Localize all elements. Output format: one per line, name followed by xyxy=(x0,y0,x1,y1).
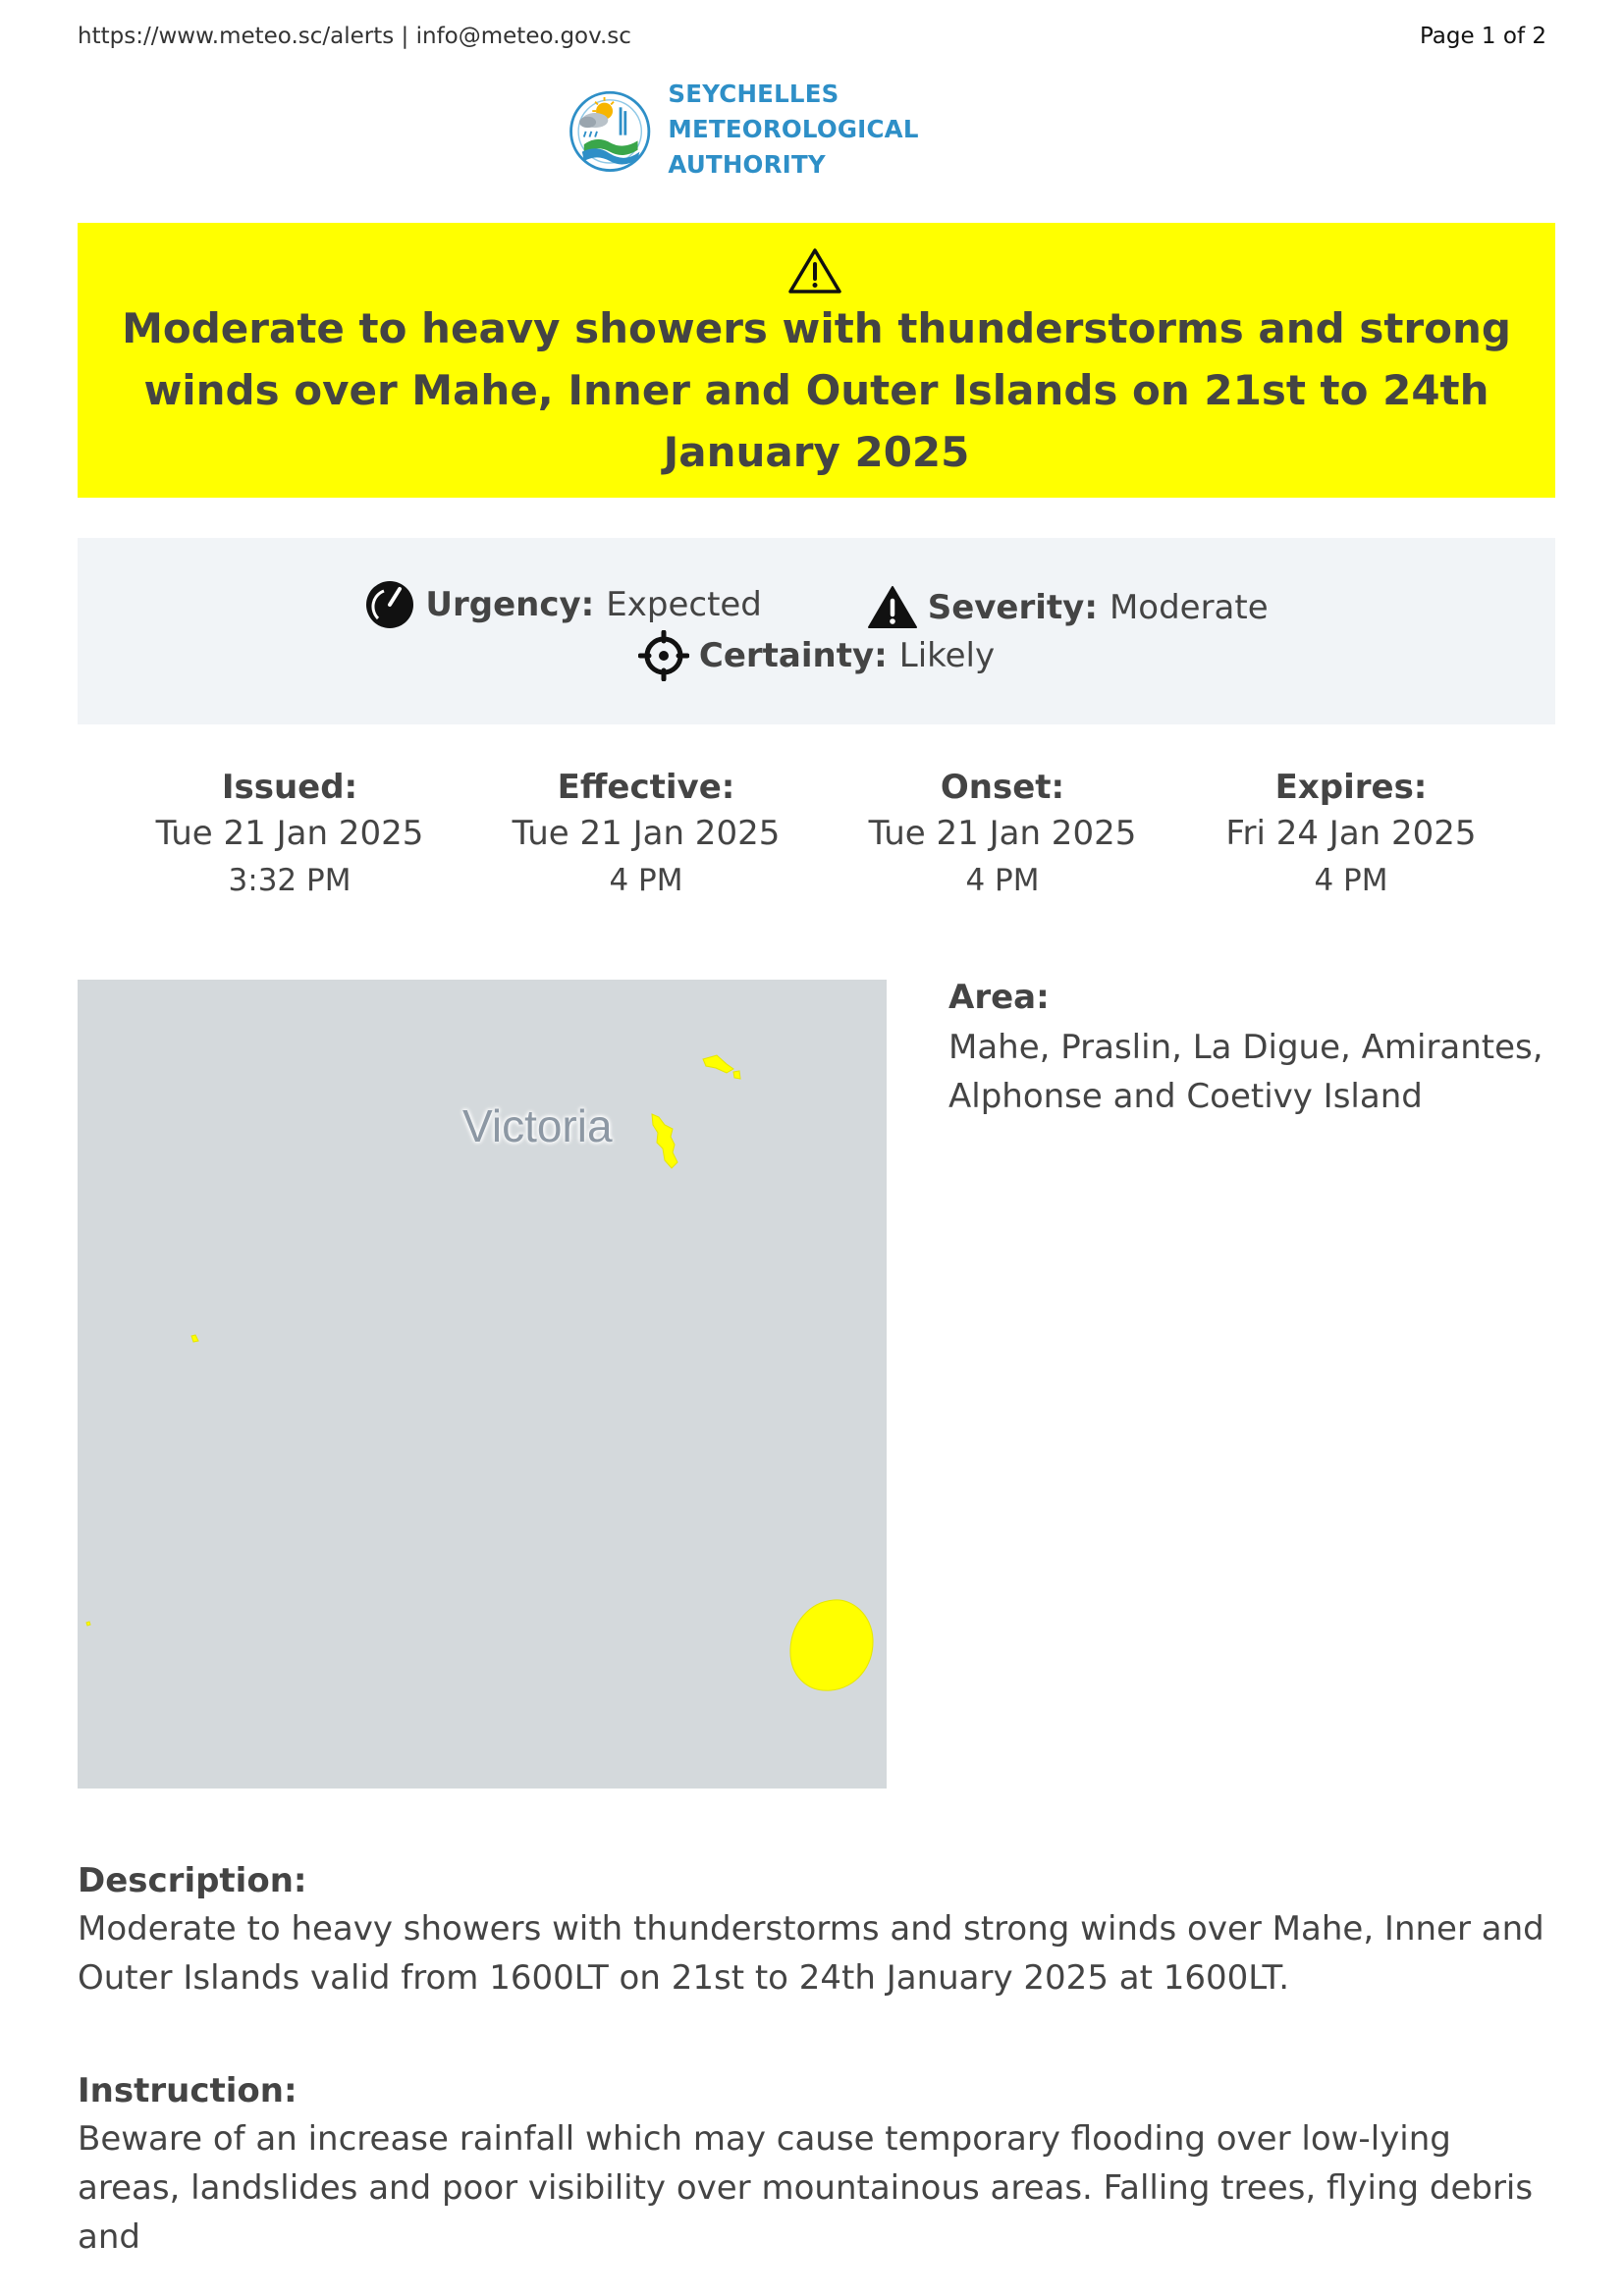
alert-meta-panel xyxy=(78,538,1555,724)
page-indicator: Page 1 of 2 xyxy=(1419,24,1546,49)
certainty-item xyxy=(638,630,995,681)
area-block xyxy=(948,978,1557,1121)
onset-time: 4 PM xyxy=(965,863,1040,898)
urgency-item xyxy=(364,579,762,630)
effective-time: 4 PM xyxy=(609,863,683,898)
warning-icon xyxy=(867,585,918,630)
instruction-label: Instruction: xyxy=(78,2071,298,2110)
area-label: Area: xyxy=(948,978,1050,1017)
expires-label: Expires: xyxy=(1274,768,1428,807)
issued-label: Issued: xyxy=(221,768,358,807)
area-text: Mahe, Praslin, La Digue, Amirantes, Alphonse and Coetivy Island xyxy=(948,1028,1543,1116)
meteorological-emblem-icon xyxy=(564,80,656,179)
meta-row-certainty xyxy=(78,630,1555,690)
instruction-block xyxy=(78,2069,1555,2262)
description-label: Description: xyxy=(78,1861,307,1900)
expires-column xyxy=(1184,766,1518,903)
logo-line-2: AUTHORITY xyxy=(668,150,826,179)
crosshair-icon xyxy=(638,630,689,681)
clock-gauge-icon xyxy=(364,579,415,630)
urgency-value: Expected xyxy=(606,585,762,624)
description-block xyxy=(78,1859,1555,2002)
description-text: Moderate to heavy showers with thunderstorms and strong winds over Mahe, Inner and Outer Islands valid from 1600LT on 21st to 24th January 2025 at 1600LT. xyxy=(78,1909,1544,1998)
severity-item xyxy=(867,585,1269,630)
warning-triangle-icon xyxy=(787,246,842,295)
alert-banner xyxy=(78,223,1555,498)
onset-label: Onset: xyxy=(940,768,1065,807)
map-label-victoria: Victoria xyxy=(462,1100,613,1151)
coetivy-area-shape xyxy=(790,1600,873,1690)
logo-line-1: SEYCHELLES METEOROLOGICAL xyxy=(668,80,919,143)
amirantes-island-shape xyxy=(191,1335,198,1342)
onset-column xyxy=(836,766,1169,903)
alert-dates xyxy=(78,766,1555,913)
onset-date: Tue 21 Jan 2025 xyxy=(868,814,1137,853)
logo-wordmark xyxy=(668,77,1074,183)
certainty-value: Likely xyxy=(898,636,996,675)
praslin-island-shape xyxy=(703,1055,733,1073)
instruction-text: Beware of an increase rainfall which may cause temporary flooding over low-lying areas, landslides and poor visibility over mountainous areas. Falling trees, flying debris and xyxy=(78,2119,1534,2257)
effective-column xyxy=(479,766,813,903)
issued-time: 3:32 PM xyxy=(228,863,352,898)
expires-time: 4 PM xyxy=(1314,863,1388,898)
page-header xyxy=(78,24,1546,53)
issued-column xyxy=(123,766,457,903)
severity-value: Moderate xyxy=(1109,588,1269,627)
effective-date: Tue 21 Jan 2025 xyxy=(512,814,781,853)
header-contact-text[interactable]: https://www.meteo.sc/alerts | info@meteo.gov.sc xyxy=(78,24,631,49)
alert-title: Moderate to heavy showers with thunderstorms and strong winds over Mahe, Inner and Outer Islands on 21st to 24th January 2025 xyxy=(122,304,1511,476)
effective-label: Effective: xyxy=(557,768,735,807)
authority-logo xyxy=(564,75,1074,185)
la-digue-island-shape xyxy=(733,1071,740,1079)
mahe-island-shape xyxy=(652,1114,677,1168)
expires-date: Fri 24 Jan 2025 xyxy=(1225,814,1477,853)
alert-area-map[interactable] xyxy=(78,980,887,1789)
issued-date: Tue 21 Jan 2025 xyxy=(155,814,424,853)
severity-label: Severity: xyxy=(927,588,1098,627)
certainty-label: Certainty: xyxy=(698,636,888,675)
alphonse-island-shape xyxy=(86,1622,90,1626)
urgency-label: Urgency: xyxy=(425,585,595,624)
